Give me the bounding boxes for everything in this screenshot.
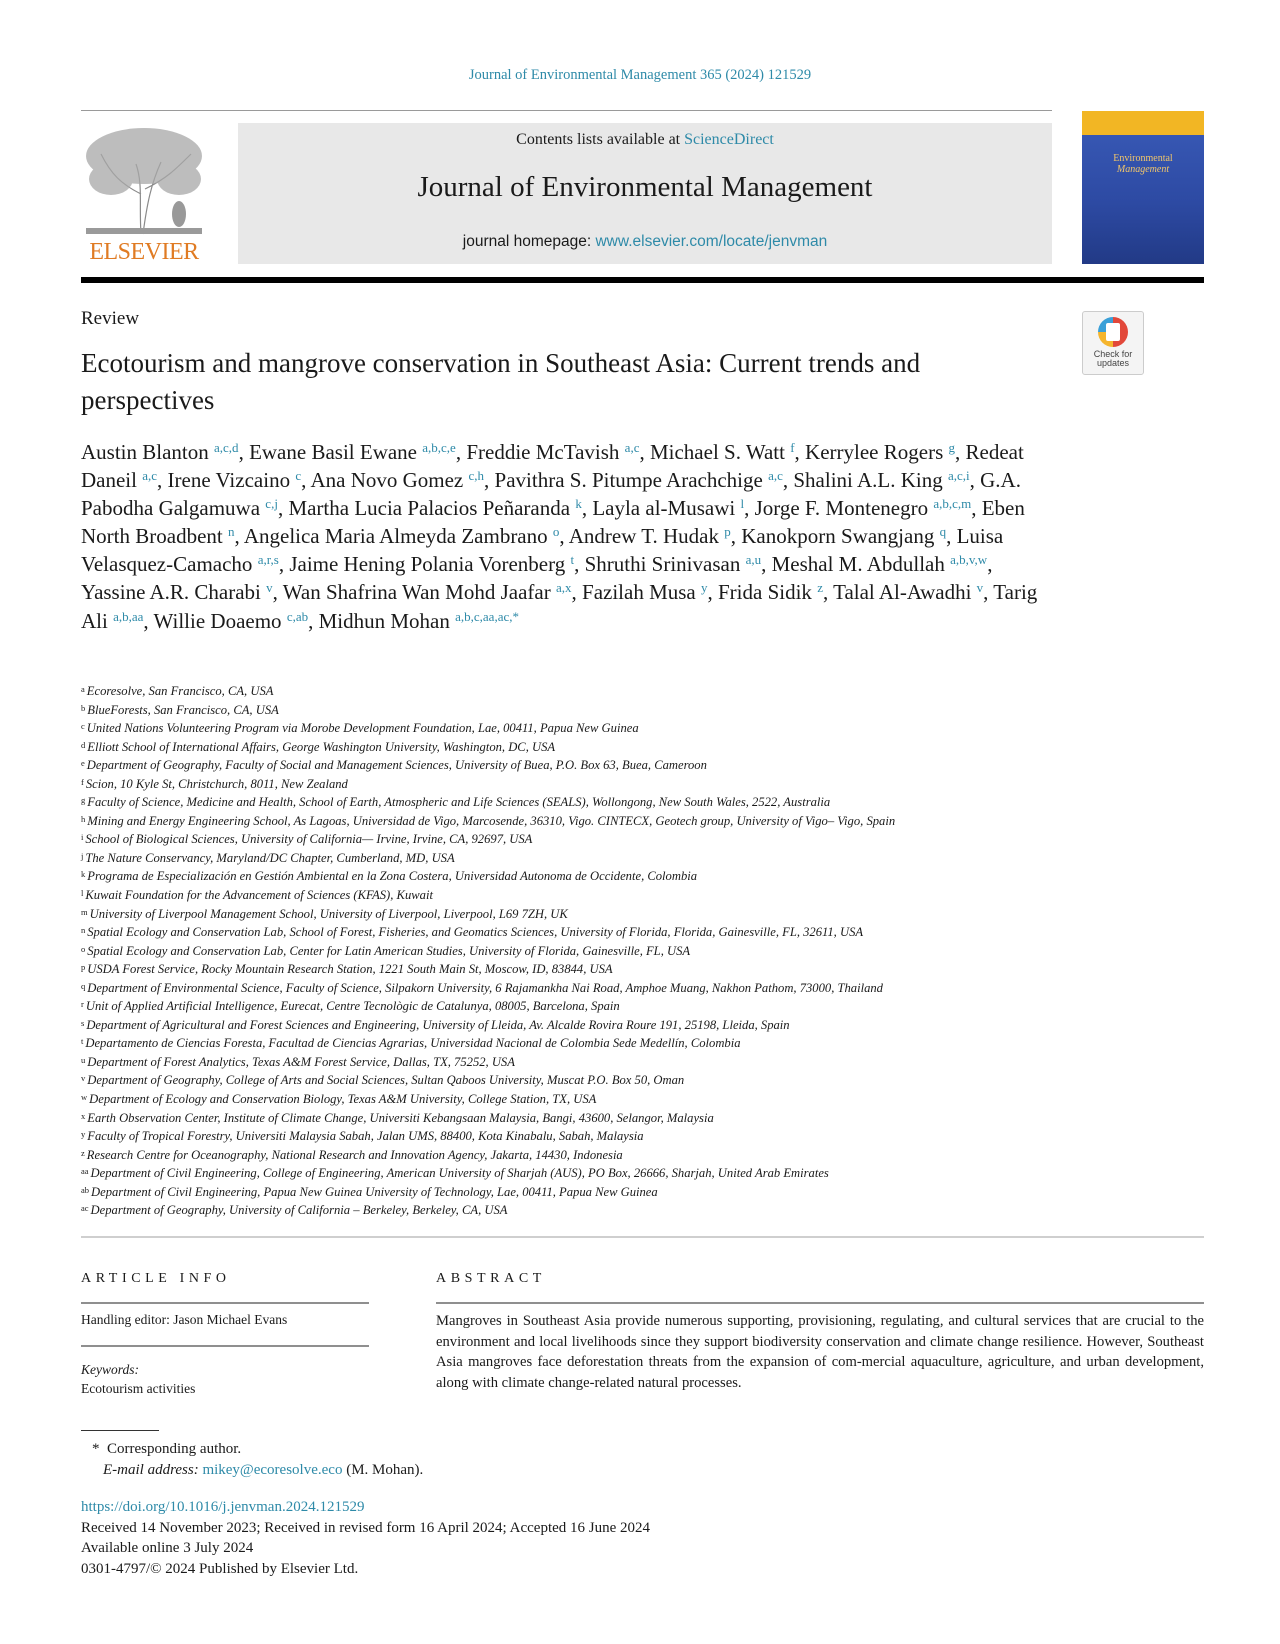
email-link[interactable]: mikey@ecoresolve.eco — [202, 1462, 343, 1478]
affiliation-text: Faculty of Science, Medicine and Health, School of Earth, Atmospheric and Life Sciences (SEALS), Wollongong, New South Wales, 2522, Australia — [87, 795, 831, 810]
affiliation-markers[interactable]: y — [701, 580, 708, 596]
affiliation-key: c — [81, 721, 85, 732]
author-name[interactable]: Kerrylee Rogers — [805, 440, 944, 464]
affiliation-text: Spatial Ecology and Conservation Lab, Center for Latin American Studies, University of Florida, Gainesville, FL, USA — [87, 943, 691, 958]
affiliation-text: Department of Agricultural and Forest Sciences and Engineering, University of Lleida, Av. Alcalde Rovira Roure 191, 25198, Lleida, Spain — [86, 1017, 790, 1032]
affiliation-key: j — [81, 850, 84, 861]
divider — [436, 1302, 1204, 1304]
abstract-heading: ABSTRACT — [436, 1271, 546, 1286]
author-name[interactable]: Eben North Broadbent — [81, 496, 1025, 549]
affiliation-key: v — [81, 1073, 86, 1084]
affiliation-text: Department of Geography, Faculty of Social and Management Sciences, University of Buea, P.O. Box 63, Buea, Cameroon — [86, 758, 707, 773]
author — [793, 468, 969, 492]
contents-line — [238, 131, 1052, 149]
author — [283, 580, 572, 604]
keywords-label: Keywords: — [81, 1362, 139, 1377]
affiliation-key: ac — [81, 1203, 89, 1214]
affiliation-text: Earth Observation Center, Institute of Climate Change, Universiti Kebangsaan Malaysia, Bangi, 43600, Selangor, Malaysia — [87, 1110, 714, 1125]
running-header[interactable]: Journal of Environmental Management 365 (2024) 121529 — [468, 67, 812, 83]
affiliation-key: h — [81, 813, 86, 824]
journal-title: Journal of Environmental Management — [417, 171, 873, 203]
affiliation-key: k — [81, 869, 86, 880]
affiliation-key: p — [81, 962, 86, 973]
author — [168, 468, 302, 492]
affiliation-markers[interactable]: a,b,v,w — [950, 552, 988, 568]
author — [650, 440, 795, 464]
author-name[interactable]: Michael S. Watt — [649, 440, 785, 464]
affiliation-markers[interactable]: p — [724, 524, 731, 540]
article-title: Ecotourism and mangrove conservation in Southeast Asia: Current trends and perspectives — [81, 348, 921, 415]
affiliation-ab — [81, 1183, 1201, 1202]
affiliation-d — [81, 738, 1201, 757]
author — [310, 468, 484, 492]
affiliation-markers[interactable]: v — [266, 580, 273, 596]
affiliation-key: aa — [81, 1166, 89, 1177]
affiliation-markers[interactable]: k — [575, 496, 582, 512]
affiliation-key: z — [81, 1147, 85, 1158]
corresponding-footnote — [92, 1439, 423, 1481]
affiliation-markers[interactable]: a,b,c,m — [933, 496, 972, 512]
affiliation-text: School of Biological Sciences, University of California— Irvine, Irvine, CA, 92697, USA — [85, 832, 533, 847]
author-name[interactable]: Austin Blanton — [81, 440, 209, 464]
affiliation-text: Department of Civil Engineering, Papua New Guinea University of Technology, Lae, 00411, Papua New Guinea — [91, 1184, 658, 1199]
affiliation-key: y — [81, 1129, 86, 1140]
affiliation-text: Elliott School of International Affairs, George Washington University, Washington, DC, USA — [87, 739, 556, 754]
affiliation-text: Department of Ecology and Conservation Biology, Texas A&M University, College Station, TX, USA — [89, 1092, 597, 1107]
affiliation-markers[interactable]: a,c,d — [214, 440, 239, 455]
affiliation-key: d — [81, 739, 86, 750]
affiliation-x — [81, 1109, 1201, 1128]
author-name[interactable]: Frida Sidik — [718, 580, 812, 605]
author — [569, 524, 731, 548]
author-name[interactable]: Ana Novo Gomez — [310, 468, 464, 493]
affiliation-text: Research Centre for Oceanography, National Research and Innovation Agency, Jakarta, 14430, Indonesia — [86, 1147, 623, 1162]
check-for-updates-button[interactable] — [1082, 311, 1144, 375]
divider — [81, 1302, 369, 1304]
author-name[interactable]: Wan Shafrina Wan Mohd Jaafar — [282, 580, 551, 605]
affiliation-text: Department of Forest Analytics, Texas A&M Forest Service, Dallas, TX, 75252, USA — [87, 1054, 515, 1069]
affiliation-text: Scion, 10 Kyle St, Christchurch, 8011, New Zealand — [85, 776, 348, 791]
author-name[interactable]: Irene Vizcaino — [167, 468, 291, 493]
author — [154, 609, 309, 633]
affiliation-markers[interactable]: a,c — [624, 440, 640, 455]
affiliation-i — [81, 830, 1201, 849]
author-list: Austin Blanton $^{a,c,d}$, Ewane Basil Ewane $^{a,b,c,e}$, Freddie McTavish $^{a,c}$, Michael S. Watt $^f$, Kerrylee Rogers $^g$, Redeat Daneil $^{a,c}$, Irene Vizcaino $^c$, Ana Novo Gomez $^{c,h}$, Pavithra S. Pitumpe Arachchige $^{a,c}$, Shalini A.L. King $^{a,c,i}$, G.A. Pabodha Galgamuwa $^{c,j}$, Martha Lucia Palacios Peñaranda $^k$, Layla al-Musawi $^l$, Jorge F. Montenegro $^{a,b,c,m}$, Eben North Broadbent $^n$, Angelica Maria Almeyda Zambrano $^o$, Andrew T. Hudak $^p$, Kanokporn Swangjang $^q$, Luisa Velasquez-Camacho $^{a,r,s}$, Jaime Hening Polania Vorenberg $^t$, Shruthi Srinivasan $^{a,u}$, Meshal M. Abdullah $^{a,b,v,w}$, Yassine A.R. Charabi $^v$, Wan Shafrina Wan Mohd Jaafar $^{a,x}$, Fazilah Musa $^y$, Frida Sidik $^z$, Talal Al-Awadhi $^v$, Tarig Ali $^{a,b,aa}$, Willie Doaemo $^{c,ab}$, Midhun Mohan $^{a,b,c,aa,ac,*}$ — [81, 440, 1038, 633]
footnote-marker: * — [92, 1441, 100, 1457]
author-name[interactable]: Jorge F. Montenegro — [754, 496, 929, 521]
affiliation-e — [81, 756, 1201, 775]
affiliation-key: q — [81, 980, 86, 991]
affiliation-z — [81, 1146, 1201, 1165]
affiliation-text: The Nature Conservancy, Maryland/DC Chapter, Cumberland, MD, USA — [85, 850, 455, 865]
affiliation-text: Faculty of Tropical Forestry, Universiti Malaysia Sabah, Jalan UMS, 88400, Kota Kinabalu, Sabah, Malaysia — [87, 1129, 644, 1144]
affiliation-key: a — [81, 684, 85, 694]
cover-title-line: Management — [1116, 164, 1170, 175]
affiliation-key: ab — [81, 1184, 90, 1195]
affiliation-markers[interactable]: o — [552, 524, 560, 540]
affiliation-text: Department of Geography, University of California – Berkeley, Berkeley, CA, USA — [90, 1203, 508, 1218]
affiliation-b — [81, 701, 1201, 720]
author-name[interactable]: G.A. Pabodha Galgamuwa — [81, 468, 1021, 521]
elsevier-logo — [81, 124, 207, 266]
homepage-line — [238, 233, 1052, 251]
author-name[interactable]: Talal Al-Awadhi — [833, 580, 972, 605]
abstract-text: Mangroves in Southeast Asia provide numerous supporting, provisioning, regulating, and cultural services that are crucial to the environment and local livelihoods since they support biodiversity conservation and climate change resilience. However, Southeast Asia mangroves face deforestation threats from the expansion of com-mercial aquaculture, agriculture, and urban development, along with climate change-related natural processes. — [436, 1313, 1204, 1391]
affiliation-h — [81, 812, 1201, 831]
affiliation-key: b — [81, 702, 86, 713]
author — [466, 440, 639, 464]
author-name[interactable]: Angelica Maria Almeyda Zambrano — [243, 524, 548, 549]
homepage-prefix: journal homepage: — [462, 233, 596, 250]
affiliation-text: United Nations Volunteering Program via Morobe Development Foundation, Lae, 00411, Papua New Guinea — [86, 721, 639, 736]
author-name[interactable]: Pavithra S. Pitumpe Arachchige — [494, 468, 763, 493]
author-name[interactable]: Martha Lucia Palacios Peñaranda — [288, 496, 571, 521]
cover-title — [1082, 153, 1204, 175]
author — [833, 580, 983, 604]
affiliation-f — [81, 775, 1201, 794]
author — [244, 524, 560, 548]
cover-title-line: Environmental — [1113, 153, 1173, 164]
author — [319, 609, 519, 633]
author-name[interactable]: Midhun Mohan — [318, 608, 450, 633]
affiliation-ac — [81, 1201, 1201, 1220]
email-label: E-mail address: — [103, 1462, 199, 1478]
affiliation-markers[interactable]: v — [976, 580, 984, 596]
contents-prefix: Contents lists available at — [516, 131, 685, 148]
affiliation-c — [81, 719, 1201, 738]
author-name[interactable]: Layla al-Musawi — [592, 496, 736, 521]
affiliation-w — [81, 1090, 1201, 1109]
affiliation-markers[interactable]: a,c — [768, 468, 783, 484]
affiliation-markers[interactable]: a,b,c,aa,ac,* — [455, 608, 519, 624]
author — [249, 440, 456, 464]
affiliation-g — [81, 793, 1201, 812]
author-name[interactable]: Fazilah Musa — [582, 580, 696, 605]
affiliation-markers[interactable]: a,u — [745, 552, 762, 568]
affiliation-list — [81, 682, 1201, 1220]
author — [592, 496, 744, 520]
author-name[interactable]: Meshal M. Abdullah — [771, 552, 945, 577]
author — [495, 468, 783, 492]
affiliation-text: Unit of Applied Artificial Intelligence, Eurecat, Centre Tecnològic de Catalunya, 08005, Barcelona, Spain — [85, 999, 620, 1014]
affiliation-markers[interactable]: f — [790, 440, 795, 455]
affiliation-k — [81, 867, 1201, 886]
affiliation-s — [81, 1016, 1201, 1035]
affiliation-key: u — [81, 1054, 86, 1065]
author-name[interactable]: Ewane Basil Ewane — [249, 440, 418, 464]
author-name[interactable]: Kanokporn Swangjang — [741, 524, 935, 549]
author — [772, 552, 988, 576]
affiliation-markers[interactable]: a,r,s — [257, 552, 279, 568]
affiliation-key: s — [81, 1017, 85, 1028]
divider — [81, 1236, 1204, 1238]
affiliation-markers[interactable]: a,b,c,e — [422, 440, 456, 455]
affiliation-l — [81, 886, 1201, 905]
author-name[interactable]: Redeat Daneil — [81, 440, 1024, 493]
affiliation-markers[interactable]: a,x — [555, 580, 572, 596]
crossmark-icon — [1098, 317, 1128, 347]
cover-band — [1082, 111, 1204, 135]
author — [741, 524, 946, 548]
crossmark-label: Check for updates — [1093, 349, 1133, 368]
divider — [81, 1345, 369, 1347]
divider — [81, 277, 1204, 283]
author-name[interactable]: Andrew T. Hudak — [568, 524, 720, 549]
affiliation-text: Departamento de Ciencias Foresta, Facultad de Ciencias Agrarias, Universidad Nacional de Colombia Sede Medellín, Colombia — [85, 1036, 741, 1051]
affiliation-m — [81, 905, 1201, 924]
affiliation-markers[interactable]: l — [740, 496, 745, 512]
affiliation-j — [81, 849, 1201, 868]
affiliation-markers[interactable]: q — [939, 524, 947, 540]
affiliation-key: w — [81, 1092, 88, 1103]
affiliation-markers[interactable]: n — [227, 524, 235, 540]
affiliation-key: e — [81, 758, 85, 769]
affiliation-key: i — [81, 832, 84, 843]
affiliation-text: Kuwait Foundation for the Advancement of Sciences (KFAS), Kuwait — [85, 888, 433, 903]
affiliation-text: Department of Environmental Science, Faculty of Science, Silpakorn University, 6 Rajamankha Nai Road, Amphoe Muang, Nakhon Pathom, 73000, Thailand — [87, 980, 883, 995]
affiliation-u — [81, 1053, 1201, 1072]
available-online: Available online 3 July 2024 — [81, 1540, 254, 1556]
doi-link[interactable]: https://doi.org/10.1016/j.jenvman.2024.121529 — [81, 1499, 365, 1515]
author-name[interactable]: Tarig Ali — [81, 580, 1038, 633]
journal-cover-image — [1082, 111, 1204, 264]
received-dates: Received 14 November 2023; Received in revised form 16 April 2024; Accepted 16 June 2024 — [81, 1519, 651, 1536]
affiliation-markers[interactable]: c,ab — [286, 608, 309, 624]
affiliation-key: o — [81, 943, 86, 954]
affiliation-markers[interactable]: a,c,i — [947, 468, 970, 484]
handling-editor: Handling editor: Jason Michael Evans — [81, 1312, 288, 1327]
affiliation-markers[interactable]: g — [948, 440, 955, 455]
affiliation-text: Department of Civil Engineering, College of Engineering, American University of Sharjah (AUS), PO Box, 26666, Sharjah, United Arab Emirates — [90, 1166, 829, 1181]
affiliation-text: BlueForests, San Francisco, CA, USA — [87, 702, 279, 717]
article-info-heading: ARTICLE INFO — [81, 1271, 231, 1286]
affiliation-markers[interactable]: z — [817, 580, 823, 596]
affiliation-aa — [81, 1164, 1201, 1183]
affiliation-markers[interactable]: a,c — [142, 468, 158, 484]
affiliation-r — [81, 997, 1201, 1016]
affiliation-text: Programa de Especialización en Gestión Ambiental en la Zona Costera, Universidad Autonoma de Occidente, Colombia — [87, 869, 698, 884]
affiliation-markers[interactable]: c,h — [468, 468, 485, 484]
affiliation-t — [81, 1034, 1201, 1053]
author — [582, 580, 707, 604]
author — [288, 496, 581, 520]
sciencedirect-link[interactable]: ScienceDirect — [684, 131, 774, 148]
affiliation-key: m — [81, 906, 88, 917]
author — [81, 440, 239, 464]
author — [585, 552, 762, 576]
tree-icon — [81, 124, 207, 236]
affiliation-markers[interactable]: t — [570, 552, 575, 568]
affiliation-key: n — [81, 925, 86, 936]
affiliation-text: University of Liverpool Management School, University of Liverpool, Liverpool, L69 7ZH, UK — [89, 906, 568, 921]
author — [81, 580, 273, 604]
affiliation-text: Department of Geography, College of Arts and Social Sciences, Sultan Qaboos University, Muscat P.O. Box 50, Oman — [87, 1073, 685, 1088]
affiliation-q — [81, 979, 1201, 998]
affiliation-key: l — [81, 888, 84, 899]
affiliation-text: Spatial Ecology and Conservation Lab, School of Forest, Fisheries, and Geomatics Sciences, University of Florida, Florida, Gainesville, FL, 32611, USA — [87, 925, 864, 940]
affiliation-a — [81, 682, 1201, 701]
author-name[interactable]: Yassine A.R. Charabi — [81, 580, 261, 605]
affiliation-markers[interactable]: a,b,aa — [113, 608, 144, 624]
author — [755, 496, 972, 520]
affiliation-text: Mining and Energy Engineering School, As Lagoas, Universidad de Vigo, Marcosende, 36310, Vigo. CINTECX, Geotech group, University of Vigo– Vigo, Spain — [87, 813, 896, 828]
divider — [81, 110, 1052, 111]
author-name[interactable]: Luisa Velasquez-Camacho — [81, 524, 1004, 577]
affiliation-p — [81, 960, 1201, 979]
affiliation-o — [81, 942, 1201, 961]
affiliation-key: r — [81, 999, 84, 1010]
keyword: Ecotourism activities — [81, 1381, 196, 1396]
article-type: Review — [81, 308, 140, 329]
homepage-link[interactable]: www.elsevier.com/locate/jenvman — [595, 233, 828, 250]
author — [805, 440, 955, 464]
author-name[interactable]: Shruthi Srinivasan — [584, 552, 741, 577]
copyright: 0301-4797/© 2024 Published by Elsevier Ltd. — [81, 1560, 359, 1577]
author-name[interactable]: Freddie McTavish — [466, 440, 620, 464]
author-name[interactable]: Jaime Hening Polania Vorenberg — [289, 552, 566, 577]
affiliation-key: f — [81, 776, 84, 787]
affiliation-text: Ecoresolve, San Francisco, CA, USA — [86, 684, 274, 698]
author — [718, 580, 823, 604]
affiliation-y — [81, 1127, 1201, 1146]
publisher-wordmark: ELSEVIER — [89, 239, 199, 265]
email-suffix: (M. Mohan). — [342, 1462, 424, 1478]
journal-masthead — [238, 123, 1052, 264]
author — [289, 552, 574, 576]
affiliation-v — [81, 1071, 1201, 1090]
affiliation-markers[interactable]: c — [295, 468, 302, 484]
corresponding-label: Corresponding author. — [107, 1441, 242, 1457]
article-metadata — [81, 1497, 650, 1579]
affiliation-key: g — [81, 795, 86, 806]
author-name[interactable]: Shalini A.L. King — [793, 468, 943, 493]
affiliation-n — [81, 923, 1201, 942]
affiliation-text: USDA Forest Service, Rocky Mountain Research Station, 1221 South Main St, Moscow, ID, 83844, USA — [87, 962, 613, 977]
affiliation-key: x — [81, 1110, 86, 1121]
affiliation-markers[interactable]: c,j — [265, 496, 278, 512]
affiliation-key: t — [81, 1036, 84, 1047]
author-name[interactable]: Willie Doaemo — [153, 608, 282, 633]
footnote-divider — [81, 1430, 159, 1431]
